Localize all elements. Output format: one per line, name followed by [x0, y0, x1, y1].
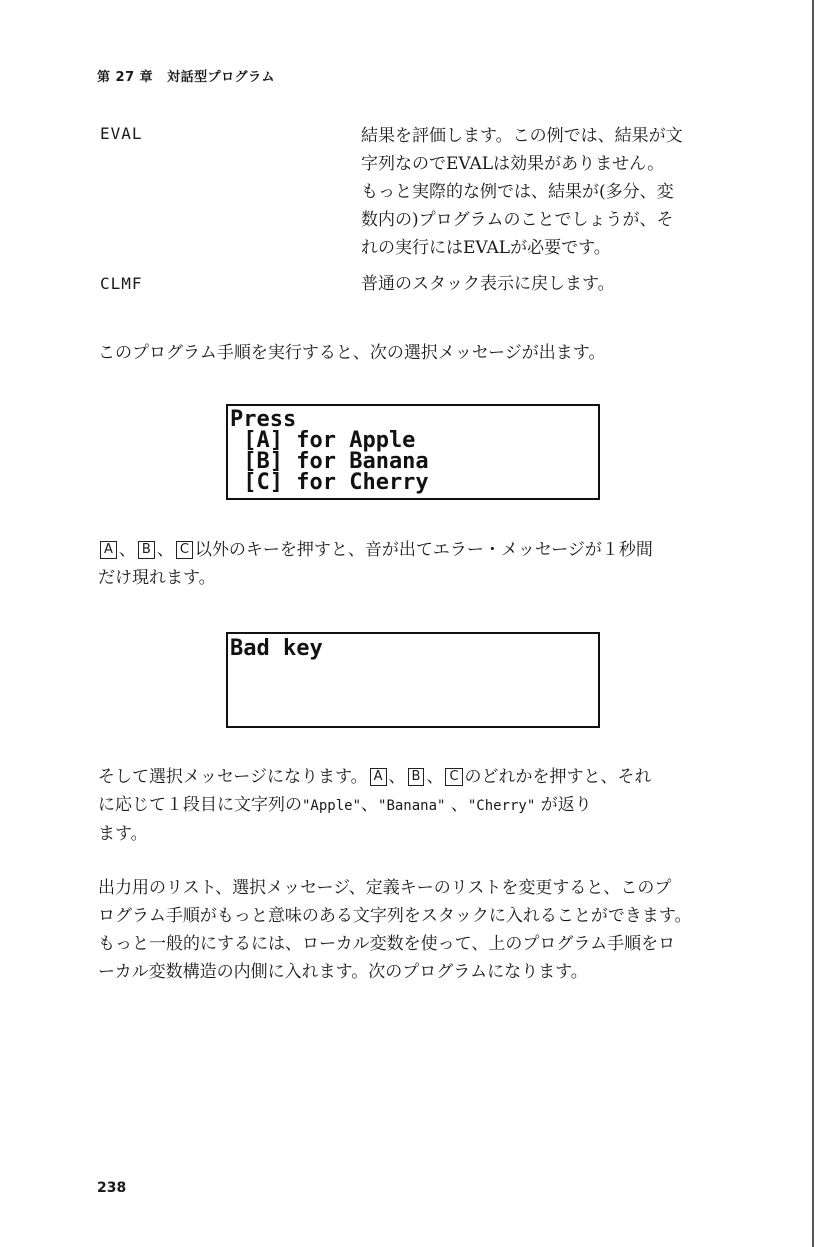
key-c-icon: C — [445, 768, 462, 786]
para-line — [98, 763, 728, 791]
desc-line: 字列なのでEVALは効果がありません。 — [361, 154, 665, 174]
para-line: ログラム手順がもっと意味のある文字列をスタックに入れることができます。 — [98, 906, 692, 926]
key-a-icon: A — [370, 768, 387, 786]
para-text: そして選択メッセージになります。 — [98, 767, 368, 787]
para-line: もっと一般的にするには、ローカル変数を使って、上のプログラム手順をロ — [98, 934, 676, 954]
para-line: 出力用のリスト、選択メッセージ、定義キーのリストを変更すると、このプ — [98, 878, 672, 898]
intro-paragraph — [98, 339, 728, 367]
string-apple: "Apple" — [302, 798, 362, 814]
calculator-screen-menu — [226, 404, 600, 500]
desc-line: 数内の)プログラムのことでしょうが、そ — [361, 210, 674, 230]
chapter-title: 対話型プログラム — [167, 70, 276, 85]
page-number: 238 — [97, 1180, 127, 1196]
running-header — [97, 66, 289, 85]
result-paragraph — [98, 763, 728, 848]
screen-line: [C] for Cherry — [230, 470, 429, 495]
desc-line: もっと実際的な例では、結果が(多分、変 — [361, 182, 674, 202]
separator: 、 — [156, 540, 174, 560]
definition-term-eval: EVAL — [100, 124, 143, 143]
chapter-number: 第 27 章 — [97, 70, 154, 85]
separator: 、 — [388, 767, 406, 787]
separator: 、 — [426, 767, 444, 787]
para-text: に応じて１段目に文字列の — [98, 795, 302, 815]
key-b-icon: B — [408, 768, 425, 786]
calculator-screen-error — [226, 632, 600, 728]
desc-line: れの実行にはEVALが必要です。 — [361, 238, 611, 258]
key-c-icon: C — [176, 541, 193, 559]
separator: 、 — [361, 795, 379, 815]
screen-line: Bad key — [230, 636, 323, 661]
para-text: が返り — [540, 795, 592, 815]
error-paragraph — [98, 536, 728, 592]
closing-paragraph — [98, 874, 728, 986]
screen-line: [A] for Apple — [230, 428, 416, 453]
desc-line: 普通のスタック表示に戻します。 — [361, 274, 615, 294]
screen-line: Press — [230, 407, 297, 432]
page-edge-line — [812, 0, 814, 1247]
para-line — [98, 791, 728, 820]
string-banana: "Banana" — [378, 798, 446, 814]
desc-line: 結果を評価します。この例では、結果が文 — [361, 126, 683, 146]
definition-term-clmf: CLMF — [100, 274, 143, 293]
intro-line: このプログラム手順を実行すると、次の選択メッセージが出ます。 — [98, 343, 606, 363]
para-line: だけ現れます。 — [98, 568, 216, 588]
definition-desc-clmf — [361, 270, 711, 298]
para-text: のどれかを押すと、それ — [464, 767, 652, 787]
definition-desc-eval — [361, 122, 711, 262]
para-line: ます。 — [98, 824, 148, 844]
string-cherry: "Cherry" — [467, 798, 536, 814]
key-a-icon: A — [100, 541, 117, 559]
para-text: 以外のキーを押すと、音が出てエラー・メッセージが１秒間 — [194, 540, 653, 560]
separator: 、 — [118, 540, 136, 560]
separator: 、 — [450, 795, 468, 815]
para-line — [98, 536, 728, 564]
para-line: ーカル変数構造の内側に入れます。次のプログラムになります。 — [98, 962, 588, 982]
screen-line: [B] for Banana — [230, 449, 429, 474]
key-b-icon: B — [138, 541, 155, 559]
